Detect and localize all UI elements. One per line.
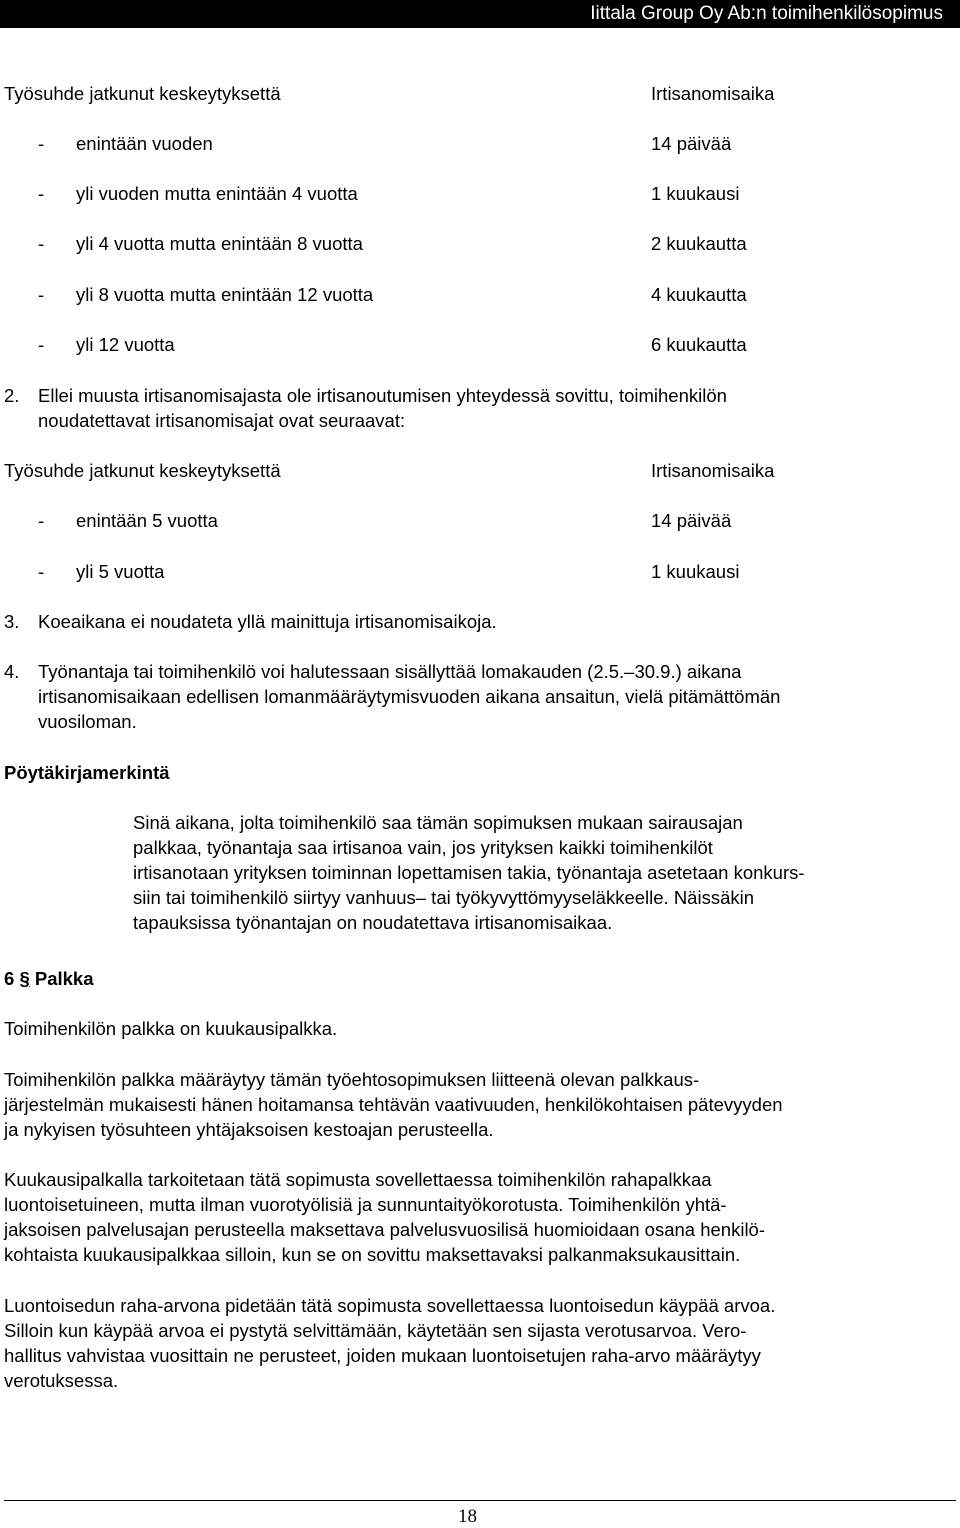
row-service-length: enintään 5 vuotta xyxy=(76,510,218,531)
paragraph-line: luontoisetuineen, mutta ilman vuorotyölisiä ja sunnuntaityökorotusta. Toimihenkilön yhtä- xyxy=(4,1194,727,1215)
item-text-line: noudatettavat irtisanomisajat ovat seuraavat: xyxy=(38,410,406,431)
row-dash: - xyxy=(38,510,45,531)
minutes-line: irtisanotaan yrityksen toiminnan lopettamisen takia, työnantaja asetetaan konkurs- xyxy=(133,862,805,883)
row-dash: - xyxy=(38,334,45,355)
row-dash: - xyxy=(38,561,45,582)
row-service-length: yli vuoden mutta enintään 4 vuotta xyxy=(76,183,358,204)
item-text-line: vuosiloman. xyxy=(38,711,137,732)
row-dash: - xyxy=(38,133,45,154)
row-notice-period: 6 kuukautta xyxy=(651,334,747,355)
paragraph-line: Silloin kun käypää arvoa ei pystytä selvittämään, käytetään sen sijasta verotusarvoa. Vero- xyxy=(4,1320,747,1341)
row-notice-period: 1 kuukausi xyxy=(651,183,740,204)
row-service-length: yli 5 vuotta xyxy=(76,561,165,582)
item-number: 2. xyxy=(4,385,20,406)
table2-col-left: Työsuhde jatkunut keskeytyksettä xyxy=(4,460,281,481)
minutes-line: palkkaa, työnantaja saa irtisanoa vain, jos yrityksen kaikki toimihenkilöt xyxy=(133,837,713,858)
table2-col-right: Irtisanomisaika xyxy=(651,460,775,481)
row-notice-period: 1 kuukausi xyxy=(651,561,740,582)
paragraph-line: Toimihenkilön palkka määräytyy tämän työehtosopimuksen liitteenä olevan palkkaus- xyxy=(4,1069,700,1090)
paragraph-line: Kuukausipalkalla tarkoitetaan tätä sopimusta sovellettaessa toimihenkilön rahapalkkaa xyxy=(4,1169,712,1190)
header-title: Iittala Group Oy Ab:n toimihenkilösopimus xyxy=(590,3,943,24)
minutes-line: Sinä aikana, jolta toimihenkilö saa tämän sopimuksen mukaan sairausajan xyxy=(133,812,743,833)
row-dash: - xyxy=(38,183,45,204)
section-number: 6 xyxy=(4,968,15,989)
item-number: 4. xyxy=(4,661,20,682)
footer-rule xyxy=(4,1500,956,1501)
item-text-line: Koeaikana ei noudateta yllä mainittuja irtisanomisaikoja. xyxy=(38,611,497,632)
row-notice-period: 2 kuukautta xyxy=(651,233,747,254)
header-bar xyxy=(0,0,960,28)
row-notice-period: 14 päivää xyxy=(651,510,732,531)
item-text-line: Ellei muusta irtisanomisajasta ole irtisanoutumisen yhteydessä sovittu, toimihenkilön xyxy=(38,385,727,406)
row-notice-period: 4 kuukautta xyxy=(651,284,747,305)
item-text-line: irtisanomisaikaan edellisen lomanmääräytymisvuoden aikana ansaitun, vielä pitämättömän xyxy=(38,686,781,707)
row-service-length: enintään vuoden xyxy=(76,133,213,154)
section-heading xyxy=(4,966,94,991)
page-number: 18 xyxy=(458,1506,477,1527)
row-dash: - xyxy=(38,233,45,254)
minutes-line: tapauksissa työnantajan on noudatettava irtisanomisaikaa. xyxy=(133,912,613,933)
paragraph-line: hallitus vahvistaa vuosittain ne perusteet, joiden mukaan luontoisetujen raha-arvo määräytyy xyxy=(4,1345,761,1366)
minutes-heading: Pöytäkirjamerkintä xyxy=(4,762,170,783)
row-notice-period: 14 päivää xyxy=(651,133,732,154)
table1-col-left: Työsuhde jatkunut keskeytyksettä xyxy=(4,83,281,104)
row-service-length: yli 8 vuotta mutta enintään 12 vuotta xyxy=(76,284,374,305)
item-number: 3. xyxy=(4,611,20,632)
paragraph-line: kohtaista kuukausipalkkaa silloin, kun se on sovittu maksettavaksi palkanmaksukausittain. xyxy=(4,1244,741,1265)
section-sign: § xyxy=(19,968,30,989)
row-dash: - xyxy=(38,284,45,305)
table1-col-right: Irtisanomisaika xyxy=(651,83,775,104)
paragraph-line: Luontoisedun raha-arvona pidetään tätä sopimusta sovellettaessa luontoisedun käypää arvoa. xyxy=(4,1295,776,1316)
paragraph-line: järjestelmän mukaisesti hänen hoitamansa tehtävän vaativuuden, henkilökohtaisen pätevyyden xyxy=(4,1094,783,1115)
paragraph-line: Toimihenkilön palkka on kuukausipalkka. xyxy=(4,1018,338,1039)
paragraph-line: verotuksessa. xyxy=(4,1370,119,1391)
row-service-length: yli 12 vuotta xyxy=(76,334,175,355)
paragraph-line: ja nykyisen työsuhteen yhtäjaksoisen kestoajan perusteella. xyxy=(4,1119,494,1140)
paragraph-line: jaksoisen palvelusajan perusteella maksettava palvelusvuosilisä huomioidaan osana henkilö- xyxy=(4,1219,766,1240)
row-service-length: yli 4 vuotta mutta enintään 8 vuotta xyxy=(76,233,363,254)
minutes-line: siin tai toimihenkilö siirtyy vanhuus– tai työkyvyttömyyseläkkeelle. Näissäkin xyxy=(133,887,755,908)
section-title: Palkka xyxy=(34,968,94,989)
item-text-line: Työnantaja tai toimihenkilö voi halutessaan sisällyttää lomakauden (2.5.–30.9.) aikana xyxy=(38,661,742,682)
